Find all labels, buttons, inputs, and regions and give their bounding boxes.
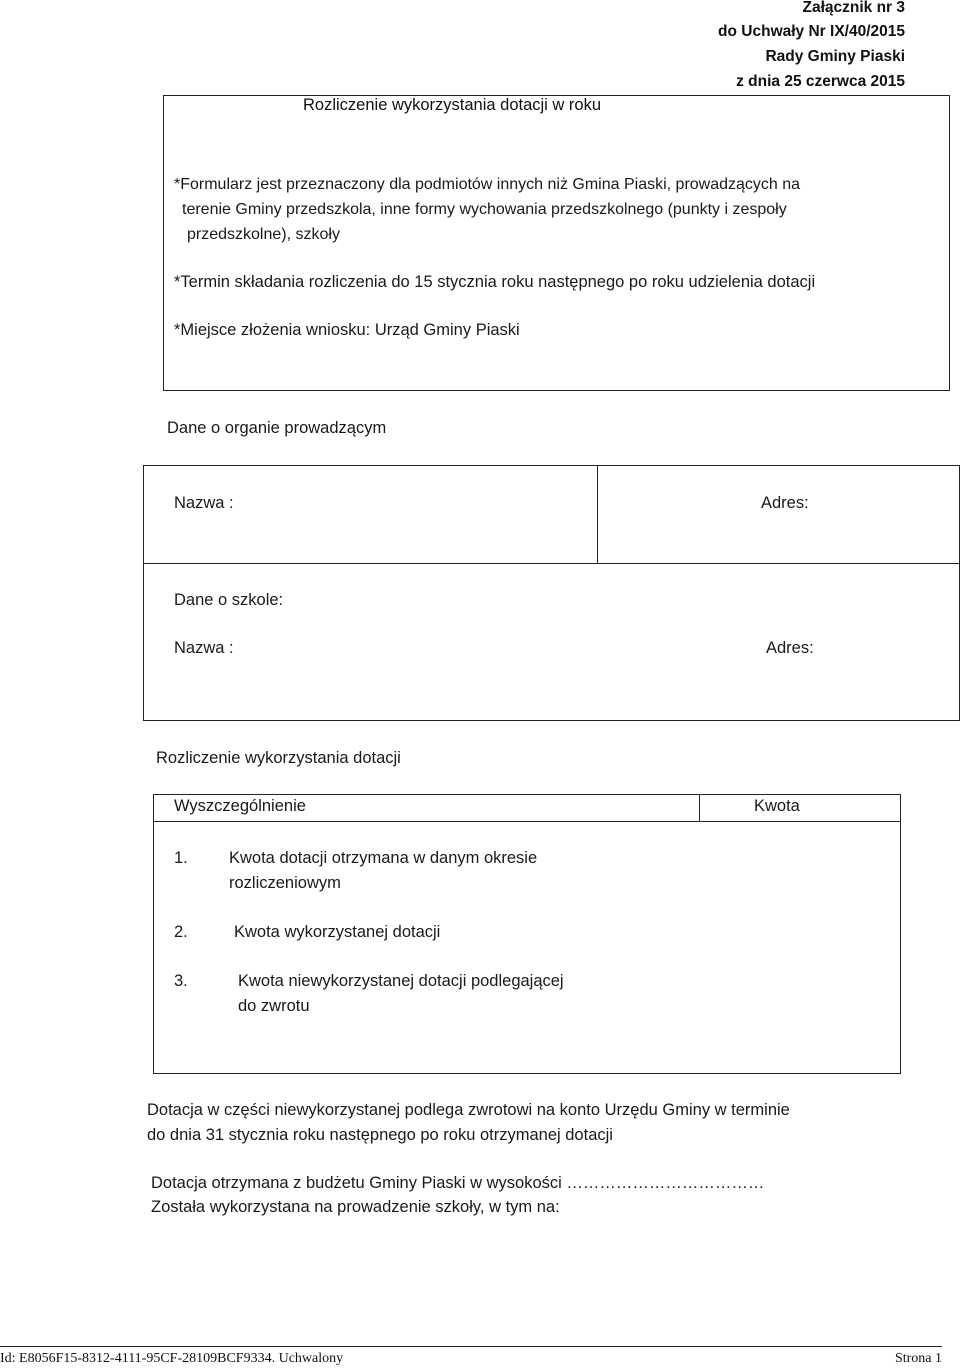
footer-page-number: Strona 1 — [894, 1351, 942, 1366]
item-3-text: Kwota niewykorzystanej dotacji podlegającej — [238, 972, 564, 990]
settlement-heading: Rozliczenie wykorzystania dotacji — [156, 749, 401, 767]
organ-heading: Dane o organie prowadzącym — [167, 419, 387, 437]
item-1-text: Kwota dotacji otrzymana w danym okresie — [229, 849, 538, 867]
settlement-header-separator — [153, 821, 901, 822]
organ-school-separator — [143, 563, 960, 564]
budget-amount-line: Dotacja otrzymana z budżetu Gminy Piaski w wysokości ……………………………… — [151, 1174, 765, 1192]
footer-document-id: Id: E8056F15-8312-4111-95CF-28109BCF9334. Uchwalony — [0, 1351, 344, 1366]
school-name-label: Nazwa : — [174, 639, 234, 657]
info-deadline: *Termin składania rozliczenia do 15 stycznia roku następnego po roku udzielenia dotacji — [174, 273, 816, 291]
organ-address-label: Adres: — [761, 494, 809, 512]
header-council-name: Rady Gminy Piaski — [765, 48, 905, 65]
item-3-text-cont: do zwrotu — [238, 997, 310, 1015]
usage-line: Została wykorzystana na prowadzenie szkoły, w tym na: — [151, 1198, 560, 1216]
organ-name-label: Nazwa : — [174, 494, 234, 512]
info-place: *Miejsce złożenia wniosku: Urząd Gminy Piaski — [174, 321, 520, 339]
settlement-column-divider — [699, 794, 700, 822]
header-date: z dnia 25 czerwca 2015 — [736, 73, 905, 90]
school-heading: Dane o szkole: — [174, 591, 284, 609]
item-2-text: Kwota wykorzystanej dotacji — [234, 923, 441, 941]
item-1-text-cont: rozliczeniowym — [229, 874, 341, 892]
header-attachment-number: Załącznik nr 3 — [802, 0, 905, 16]
info-line-2: terenie Gminy przedszkola, inne formy wychowania przedszkolnego (punkty i zespoły — [182, 201, 787, 218]
header-resolution-number: do Uchwały Nr IX/40/2015 — [718, 23, 905, 40]
organ-divider — [597, 465, 598, 564]
school-address-label: Adres: — [766, 639, 814, 657]
form-title: Rozliczenie wykorzystania dotacji w roku — [303, 96, 602, 114]
item-1-number: 1. — [174, 849, 188, 867]
info-line-3: przedszkolne), szkoły — [187, 226, 340, 243]
refund-note-line-1: Dotacja w części niewykorzystanej podlega zwrotowi na konto Urzędu Gminy w terminie — [147, 1101, 790, 1119]
info-line-1: *Formularz jest przeznaczony dla podmiotów innych niż Gmina Piaski, prowadzących na — [174, 176, 801, 193]
footer-rule — [0, 1346, 942, 1347]
column-header-amount: Kwota — [754, 797, 800, 815]
item-3-number: 3. — [174, 972, 188, 990]
refund-note-line-2: do dnia 31 stycznia roku następnego po roku otrzymanej dotacji — [147, 1126, 613, 1144]
column-header-description: Wyszczególnienie — [174, 797, 306, 815]
item-2-number: 2. — [174, 923, 188, 941]
